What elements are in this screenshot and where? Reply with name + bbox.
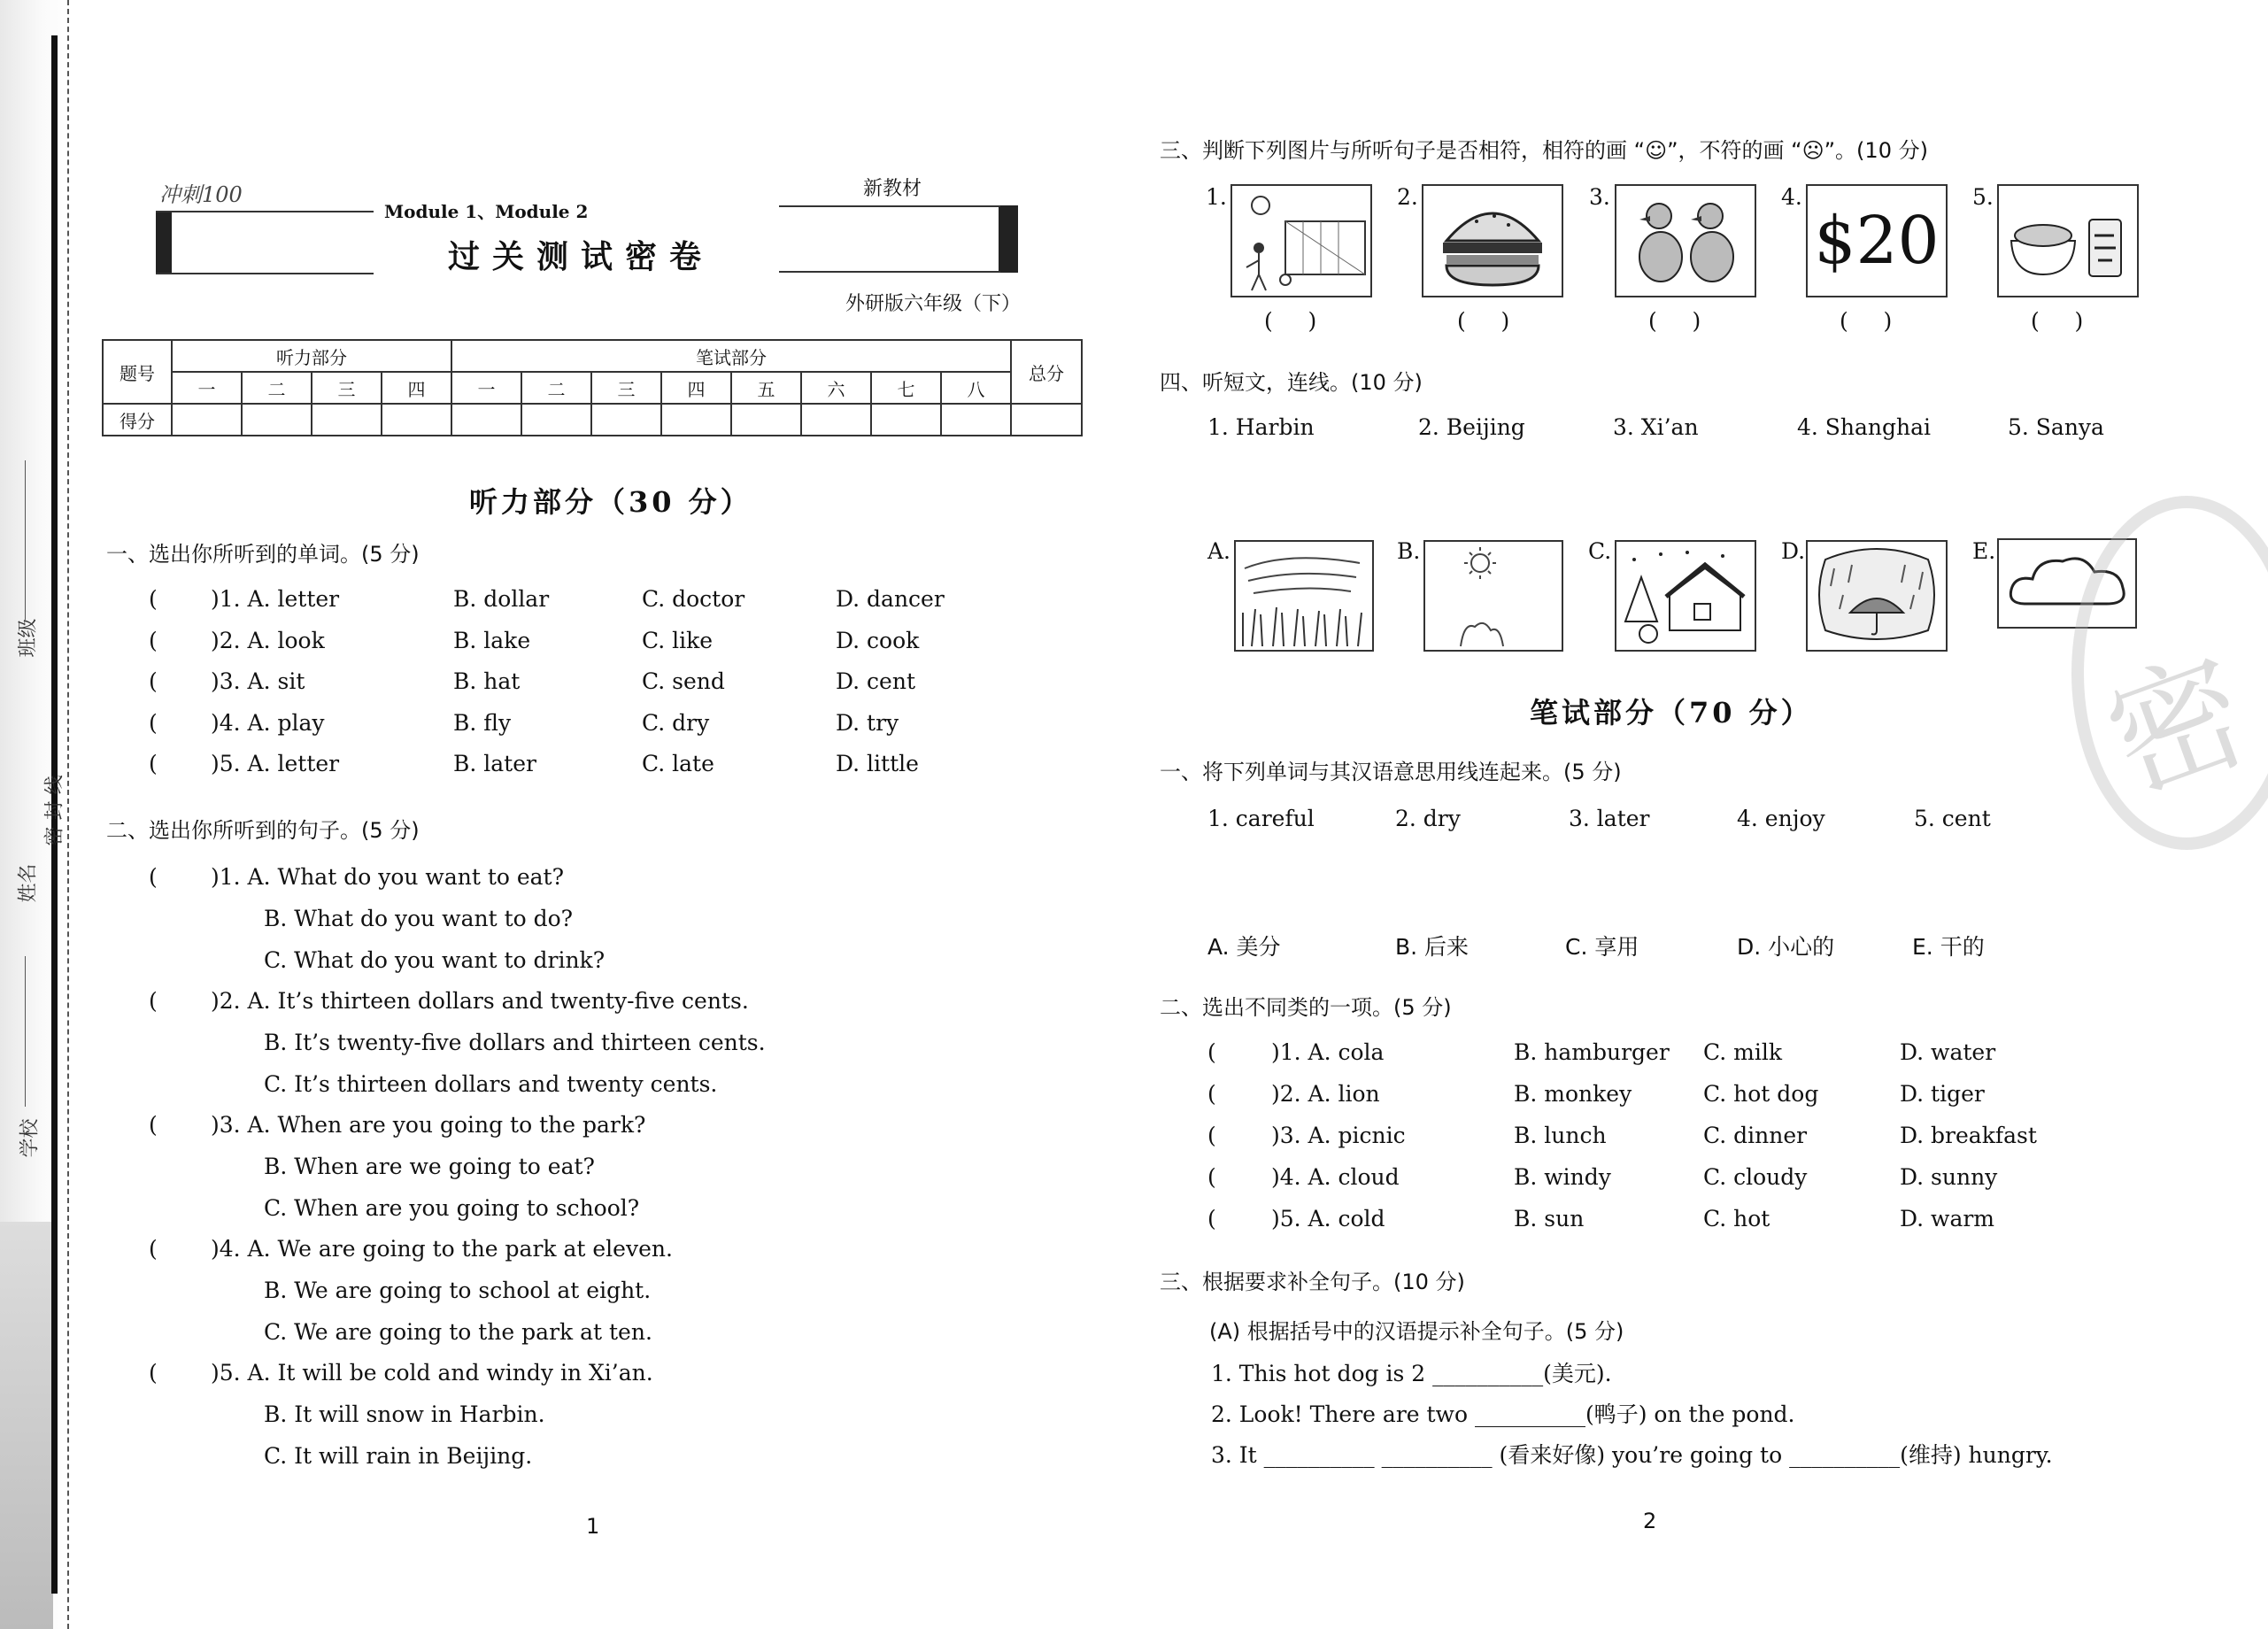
- table-cell: 三: [312, 372, 382, 404]
- score-cell[interactable]: [382, 404, 451, 436]
- table-cell: 四: [661, 372, 731, 404]
- option-c: C. dry: [642, 710, 710, 736]
- meaning-item[interactable]: C. 享用: [1565, 934, 1639, 960]
- heading-part: ”。(10 分): [1824, 138, 1928, 163]
- word-item[interactable]: 4. enjoy: [1737, 806, 1825, 831]
- answer-blank[interactable]: (: [149, 988, 158, 1014]
- option-c: C. cloudy: [1703, 1164, 1808, 1190]
- option-d: D. try: [836, 710, 899, 736]
- answer-blank[interactable]: (: [1207, 1123, 1216, 1148]
- answer-blank[interactable]: (: [149, 864, 158, 890]
- cut-line: [67, 0, 69, 1629]
- option-b: B. hamburger: [1514, 1039, 1670, 1065]
- question-heading: 二、选出你所听到的句子。(5 分): [106, 818, 420, 843]
- option-d: D. cook: [836, 628, 920, 653]
- score-cell[interactable]: [801, 404, 871, 436]
- answer-blank[interactable]: (: [149, 710, 158, 736]
- table-cell: 一: [172, 372, 242, 404]
- fill-sentence-1[interactable]: 1. This hot dog is 2 __________(美元).: [1211, 1361, 1612, 1386]
- answer-blank[interactable]: (: [1207, 1164, 1216, 1190]
- table-header: 得分: [103, 404, 172, 436]
- option-c: C. doctor: [642, 586, 745, 612]
- option-b: B. lake: [453, 628, 531, 653]
- score-cell[interactable]: [941, 404, 1011, 436]
- table-cell: 三: [591, 372, 661, 404]
- option-d: D. sunny: [1900, 1164, 1998, 1190]
- sentence-a: )2. A. It’s thirteen dollars and twenty-five cents.: [211, 988, 749, 1014]
- city-item[interactable]: 1. Harbin: [1207, 414, 1315, 440]
- judge-blank[interactable]: ( ): [1648, 308, 1701, 334]
- score-cell[interactable]: [1011, 404, 1082, 436]
- question-heading: 四、听短文，连线。(10 分): [1160, 370, 1423, 395]
- word-item[interactable]: 2. dry: [1395, 806, 1461, 831]
- table-header: 听力部分: [172, 340, 451, 372]
- margin-school-label: 学校: [19, 1118, 42, 1158]
- question-heading: [1160, 133, 1928, 164]
- sentence-c: C. It’s thirteen dollars and twenty cents.: [264, 1071, 718, 1097]
- module-title: Module 1、Module 2: [384, 201, 589, 222]
- option-c: C. late: [642, 751, 714, 776]
- option-a: )4. A. cloud: [1271, 1164, 1400, 1190]
- sub-question-heading: (A) 根据括号中的汉语提示补全句子。(5 分): [1209, 1319, 1624, 1344]
- header-bar-right: [999, 205, 1018, 273]
- sad-face-icon: ☹: [1801, 138, 1824, 163]
- meaning-item[interactable]: B. 后来: [1395, 934, 1470, 960]
- score-cell[interactable]: [731, 404, 801, 436]
- class-blank: [25, 460, 26, 620]
- sentence-c: C. What do you want to drink?: [264, 947, 606, 973]
- watermark-seal-glyph: 密: [2088, 631, 2267, 822]
- picture-number: 4.: [1781, 184, 1802, 210]
- table-cell: 八: [941, 372, 1011, 404]
- picture-rice-and-drink: [1997, 184, 2139, 297]
- option-a: )2. A. lion: [1271, 1081, 1380, 1107]
- picture-number: 5.: [1972, 184, 1994, 210]
- sentence-b: B. What do you want to do?: [264, 906, 574, 931]
- picture-number: 2.: [1397, 184, 1418, 210]
- page-number: 2: [1643, 1509, 1657, 1533]
- sentence-b: B. It’s twenty-five dollars and thirteen cents.: [264, 1030, 766, 1055]
- table-header: 题号: [103, 340, 172, 404]
- option-c: C. milk: [1703, 1039, 1782, 1065]
- sentence-a: )5. A. It will be cold and windy in Xi’an.: [211, 1360, 653, 1386]
- option-c: C. like: [642, 628, 714, 653]
- sentence-c: C. When are you going to school?: [264, 1195, 640, 1221]
- option-d: D. breakfast: [1900, 1123, 2037, 1148]
- table-cell: 二: [521, 372, 591, 404]
- score-cell[interactable]: [871, 404, 941, 436]
- judge-blank[interactable]: ( ): [2031, 308, 2084, 334]
- score-cell[interactable]: [451, 404, 521, 436]
- option-c: C. dinner: [1703, 1123, 1808, 1148]
- price-text: $20: [1814, 203, 1940, 279]
- option-b: B. fly: [453, 710, 512, 736]
- answer-blank[interactable]: (: [149, 1360, 158, 1386]
- option-c: C. hot: [1703, 1206, 1770, 1231]
- question-heading: 二、选出不同类的一项。(5 分): [1160, 995, 1452, 1020]
- sentence-a: )4. A. We are going to the park at eleven.: [211, 1236, 673, 1262]
- margin-shadow: [0, 1222, 53, 1629]
- option-d: D. warm: [1900, 1206, 1995, 1231]
- score-cell[interactable]: [312, 404, 382, 436]
- edition-label: 新教材: [863, 178, 922, 200]
- answer-blank[interactable]: (: [149, 586, 158, 612]
- option-c: C. hot dog: [1703, 1081, 1819, 1107]
- heading-part: 三、判断下列图片与所听句子是否相符，相符的画 “: [1160, 138, 1646, 163]
- score-cell[interactable]: [172, 404, 242, 436]
- option-b: B. lunch: [1514, 1123, 1607, 1148]
- picture-letter: E.: [1972, 538, 1996, 564]
- option-d: D. cent: [836, 668, 915, 694]
- header-rule: [156, 211, 374, 212]
- margin-seal-label: 密 封 线: [43, 775, 66, 846]
- picture-football: [1230, 184, 1372, 297]
- option-a: )1. A. letter: [211, 586, 340, 612]
- meaning-item[interactable]: D. 小心的: [1737, 934, 1835, 960]
- picture-hamburger: [1422, 184, 1563, 297]
- picture-letter: C.: [1588, 538, 1612, 564]
- question-heading: 一、将下列单词与其汉语意思用线连起来。(5 分): [1160, 760, 1622, 784]
- score-cell[interactable]: [591, 404, 661, 436]
- header-bar-left: [156, 211, 172, 274]
- option-a: )3. A. picnic: [1271, 1123, 1406, 1148]
- option-d: D. little: [836, 751, 919, 776]
- word-item[interactable]: 5. cent: [1914, 806, 1991, 831]
- page-number: 1: [586, 1514, 600, 1539]
- table-cell: 二: [242, 372, 312, 404]
- option-b: B. sun: [1514, 1206, 1585, 1231]
- brand-logo: 冲刺100: [159, 182, 243, 207]
- option-b: B. windy: [1514, 1164, 1611, 1190]
- table-cell: 一: [451, 372, 521, 404]
- header-rule: [779, 205, 1000, 207]
- heading-part: ”，不符的画 “: [1667, 138, 1802, 163]
- table-cell: 五: [731, 372, 801, 404]
- city-item[interactable]: 5. Sanya: [2008, 414, 2104, 440]
- option-c: C. send: [642, 668, 725, 694]
- score-cell[interactable]: [521, 404, 591, 436]
- picture-price: [1806, 184, 1948, 297]
- section-title-listening: 听力部分（30 分）: [469, 485, 752, 519]
- picture-letter: B.: [1397, 538, 1421, 564]
- meaning-item[interactable]: A. 美分: [1207, 934, 1281, 960]
- score-cell[interactable]: [242, 404, 312, 436]
- city-item[interactable]: 2. Beijing: [1418, 414, 1525, 440]
- sentence-b: B. We are going to school at eight.: [264, 1278, 652, 1303]
- picture-rainy[interactable]: [1806, 540, 1948, 652]
- table-header: 总分: [1011, 340, 1082, 404]
- answer-blank[interactable]: (: [149, 751, 158, 776]
- header-rule: [156, 273, 374, 274]
- score-table: [102, 339, 1083, 436]
- fill-sentence-3[interactable]: 3. It __________ __________ (看来好像) you’re going to __________(维持) hungry.: [1211, 1442, 2053, 1468]
- answer-blank[interactable]: (: [149, 628, 158, 653]
- picture-windy[interactable]: [1234, 540, 1374, 652]
- word-item[interactable]: 1. careful: [1207, 806, 1315, 831]
- answer-blank[interactable]: (: [1207, 1206, 1216, 1231]
- city-item[interactable]: 3. Xi’an: [1613, 414, 1699, 440]
- word-item[interactable]: 3. later: [1569, 806, 1650, 831]
- option-a: )2. A. look: [211, 628, 325, 653]
- margin-class-label: 班级: [17, 618, 40, 658]
- question-heading: 三、根据要求补全句子。(10 分): [1160, 1270, 1465, 1294]
- picture-number: 3.: [1589, 184, 1610, 210]
- table-cell: 七: [871, 372, 941, 404]
- question-heading: 一、选出你所听到的单词。(5 分): [106, 542, 420, 567]
- option-b: B. later: [453, 751, 536, 776]
- judge-blank[interactable]: ( ): [1840, 308, 1893, 334]
- option-a: )5. A. cold: [1271, 1206, 1385, 1231]
- picture-letter: D.: [1781, 538, 1806, 564]
- answer-blank[interactable]: (: [149, 668, 158, 694]
- option-a: )4. A. play: [211, 710, 325, 736]
- meaning-item[interactable]: E. 干的: [1912, 934, 1985, 960]
- smile-face-icon: ☺: [1645, 138, 1668, 163]
- answer-blank[interactable]: (: [149, 1236, 158, 1262]
- sentence-c: C. It will rain in Beijing.: [264, 1443, 533, 1469]
- sentence-a: )1. A. What do you want to eat?: [211, 864, 565, 890]
- picture-snowy[interactable]: [1615, 540, 1756, 652]
- answer-blank[interactable]: (: [1207, 1081, 1216, 1107]
- option-b: B. hat: [453, 668, 521, 694]
- fill-sentence-2[interactable]: 2. Look! There are two __________(鸭子) on the pond.: [1211, 1401, 1795, 1427]
- table-cell: 六: [801, 372, 871, 404]
- picture-number: 1.: [1206, 184, 1227, 210]
- option-a: )5. A. letter: [211, 751, 340, 776]
- grade-label: 外研版六年级（下）: [845, 293, 1022, 315]
- option-a: )1. A. cola: [1271, 1039, 1385, 1065]
- judge-blank[interactable]: ( ): [1457, 308, 1510, 334]
- name-blank: [25, 956, 26, 1107]
- page-title: 过关测试密卷: [448, 238, 714, 275]
- option-b: B. monkey: [1514, 1081, 1632, 1107]
- section-title-writing: 笔试部分（70 分）: [1530, 696, 1813, 730]
- margin-name-label: 姓名: [17, 863, 40, 903]
- score-cell[interactable]: [661, 404, 731, 436]
- table-header: 笔试部分: [451, 340, 1011, 372]
- option-a: )3. A. sit: [211, 668, 305, 694]
- sentence-b: B. It will snow in Harbin.: [264, 1401, 545, 1427]
- sentence-a: )3. A. When are you going to the park?: [211, 1112, 646, 1138]
- answer-blank[interactable]: (: [1207, 1039, 1216, 1065]
- picture-letter: A.: [1207, 538, 1231, 564]
- option-d: D. water: [1900, 1039, 1996, 1065]
- sentence-c: C. We are going to the park at ten.: [264, 1319, 652, 1345]
- table-cell: 四: [382, 372, 451, 404]
- option-b: B. dollar: [453, 586, 550, 612]
- header-rule: [779, 271, 1000, 273]
- answer-blank[interactable]: (: [149, 1112, 158, 1138]
- judge-blank[interactable]: ( ): [1264, 308, 1317, 334]
- picture-sunny[interactable]: [1423, 540, 1563, 652]
- picture-ducks: [1615, 184, 1756, 297]
- option-d: D. tiger: [1900, 1081, 1985, 1107]
- option-d: D. dancer: [836, 586, 945, 612]
- city-item[interactable]: 4. Shanghai: [1797, 414, 1932, 440]
- sentence-b: B. When are we going to eat?: [264, 1154, 595, 1179]
